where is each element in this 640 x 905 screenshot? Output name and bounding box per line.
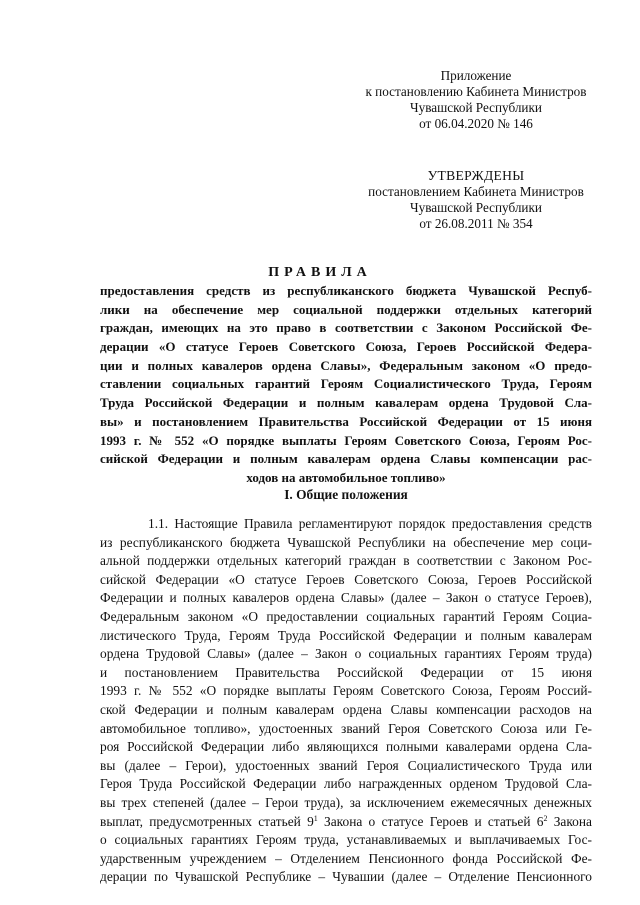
paragraph-line: о социальных гарантиях Героям труда, устанавливаемых и выплачиваемых Гос- [100,832,592,848]
appendix-line: к постановлению Кабинета Министров [365,84,587,99]
appendix-header [356,68,596,132]
document-title: ПРАВИЛА [268,265,372,280]
subtitle-line: Труда Российской Федерации и полным кавалерам ордена Трудовой Сла- [100,395,592,411]
paragraph-line: ударственным учреждением – Отделением Пенсионного фонда Российской Фе- [100,850,592,866]
subtitle-line: предоставления средств из республиканского бюджета Чувашской Респуб- [100,283,592,298]
subtitle-line: 1993 г. № 552 «О порядке выплаты Героям Советского Союза, Героям Рос- [100,432,592,448]
paragraph-line: вы трех степеней (далее – Герои труда), за исключением ежемесячных денежных [100,794,592,810]
paragraph-line: ордена Трудовой Славы» (далее – Закон о социальных гарантиях Героям труда) [100,646,592,662]
paragraph-line: сийской Федерации «О статусе Героев Советского Союза, Героев Российской [100,571,592,587]
appendix-line: Приложение [440,68,512,83]
approval-heading: УТВЕРЖДЕНЫ [427,168,525,183]
approval-line: постановлением Кабинета Министров [368,184,584,199]
paragraph-line-with-superscripts [100,813,592,832]
paragraph-line: 1.1. Настоящие Правила регламентируют порядок предоставления средств [148,516,592,531]
paragraph-1-1 [100,515,592,887]
paragraph-line: Федеральным законом «О предоставлении социальных гарантий Героям Социа- [100,608,592,624]
subtitle-line: лики на обеспечение мер социальной поддержки отдельных категорий [100,301,592,317]
paragraph-text: Закона [547,813,592,829]
paragraph-line: роя Российской Федерации либо являющихся полными кавалерами ордена Сла- [100,739,592,755]
section-heading: I. Общие положения [284,487,408,502]
subtitle-line: ции и полных кавалеров ордена Славы», Федеральным законом «О предо- [100,357,592,373]
paragraph-line: ской Федерации и полным кавалерам ордена Славы компенсации расходов на [100,701,592,717]
paragraph-line: альной поддержки отдельных категорий граждан в соответствии с Законом Рос- [100,553,592,569]
appendix-line: от 06.04.2020 № 146 [419,116,533,131]
paragraph-line: Федерации и полных кавалеров ордена Славы» (далее – Закон о статусе Героев), [100,590,592,606]
paragraph-text: выплат, предусмотренных статьей 9 [100,813,314,829]
paragraph-line: 1993 г. № 552 «О порядке выплаты Героям Советского Союза, Героям Россий- [100,683,592,699]
paragraph-line: автомобильное топливо», удостоенных званий Героя Советского Союза или Ге- [100,720,592,736]
subtitle-line: дерации «О статусе Героев Советского Союза, Героев Российской Федера- [100,339,592,355]
paragraph-line: дерации по Чувашской Республике – Чувашии (далее – Отделение Пенсионного [100,869,592,885]
approval-block [356,168,596,232]
paragraph-line: листического Труда, Героям Труда Российской Федерации и полным кавалерам [100,627,592,643]
superscript: 2 [543,813,548,823]
subtitle-line: ходов на автомобильное топливо» [246,469,446,485]
document-subtitle [100,282,592,488]
appendix-line: Чувашской Республики [410,100,542,115]
subtitle-line: граждан, имеющих на это право в соответствии с Законом Российской Фе- [100,320,592,336]
approval-line: Чувашской Республики [410,200,542,215]
paragraph-line: и постановлением Правительства Российской Федерации от 15 июня [100,664,592,680]
subtitle-line: сийской Федерации и полным кавалерам ордена Славы компенсации рас- [100,451,592,467]
superscript: 1 [313,813,318,823]
subtitle-line: вы» и постановлением Правительства Российской Федерации от 15 июня [100,413,592,429]
subtitle-line: ставлении социальных гарантий Героям Социалистического Труда, Героям [100,376,592,392]
approval-line: от 26.08.2011 № 354 [419,216,533,231]
paragraph-text: Закона о статусе Героев и статьей 6 [317,813,544,829]
paragraph-line: вы (далее – Герои), удостоенных званий Героя Социалистического Труда или [100,757,592,773]
paragraph-line: из республиканского бюджета Чувашской Республики на обеспечение мер соци- [100,534,592,550]
paragraph-line: Героя Труда Российской Федерации либо награжденных орденом Трудовой Сла- [100,776,592,792]
